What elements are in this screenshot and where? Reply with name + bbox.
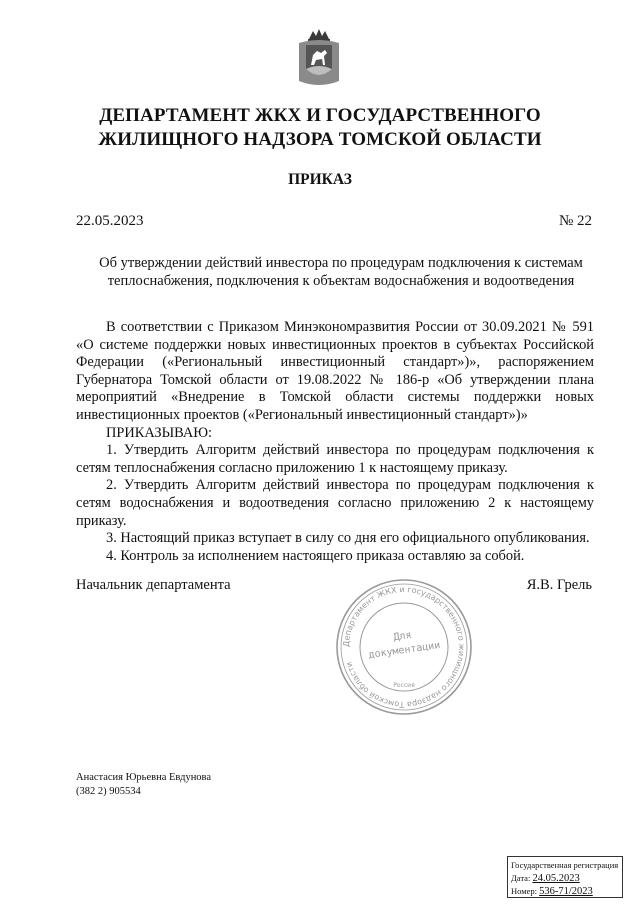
- order-item: 4. Контроль за исполнением настоящего приказа оставляю за собой.: [106, 547, 525, 564]
- executor-name: Анастасия Юрьевна Евдунова: [76, 772, 212, 783]
- order-number: № 22: [558, 213, 592, 229]
- preamble: В соответствии с Приказом Минэкономразвития России от 30.09.2021 № 591 «О системе поддержки новых инвестиционных проектов в субъектах Российской Федерации («Региональный инвестиционный стандарт»)», распоряжением Губернатора Томской области от 19.08.2022 № 186-р «Об утверждении плана мероприятий «Внедрение в Томской области системы поддержки новых инвестиционных проектов («Региональный инвестиционный стандарт»)»: [76, 319, 594, 423]
- executor-info: [76, 771, 211, 799]
- order-item: 2. Утвердить Алгоритм действий инвестора по процедурам подключения к сетям водоснабжения и водоотведения согласно приложению 2 к настоящему приказу.: [76, 477, 594, 529]
- department-title: ДЕПАРТАМЕНТ ЖКХ И ГОСУДАРСТВЕННОГО ЖИЛИЩНОГО НАДЗОРА ТОМСКОЙ ОБЛАСТИ: [98, 105, 542, 150]
- order-directive: ПРИКАЗЫВАЮ:: [106, 424, 213, 441]
- registration-number-row: [511, 885, 619, 898]
- seal-ring-text: Департамент ЖКХ и государственного жилищного надзора Томской области: [341, 584, 467, 710]
- order-date: 22.05.2023: [76, 213, 144, 229]
- registration-stamp: [507, 856, 623, 898]
- seal-bottom-text: Россия: [393, 682, 415, 689]
- order-body: [76, 319, 594, 565]
- coat-of-arms-icon: [297, 29, 341, 87]
- executor-phone: (382 2) 905534: [76, 786, 141, 797]
- registration-title: Государственная регистрация: [511, 860, 619, 870]
- document-type: ПРИКАЗ: [288, 171, 352, 188]
- registration-date-label: Дата:: [511, 873, 531, 883]
- signatory-name: Я.В. Грель: [526, 577, 592, 593]
- registration-number-value: 536-71/2023: [539, 886, 593, 897]
- order-subject: Об утверждении действий инвестора по процедурам подключения к системам теплоснабжения, подключения к объектам водоснабжения и водоотведения: [99, 255, 583, 289]
- signatory-position: Начальник департамента: [76, 577, 231, 593]
- registration-number-label: Номер:: [511, 886, 537, 896]
- order-item: 1. Утвердить Алгоритм действий инвестора по процедурам подключения к сетям теплоснабжения согласно приложению 1 к настоящему приказу.: [76, 442, 594, 476]
- order-item: 3. Настоящий приказ вступает в силу со дня его официального опубликования.: [106, 530, 590, 547]
- seal-center-text: документации: [367, 639, 442, 661]
- registration-date-row: [511, 872, 619, 885]
- registration-date-value: 24.05.2023: [532, 873, 580, 884]
- official-seal: [334, 577, 474, 717]
- seal-center-text: Для: [392, 629, 413, 644]
